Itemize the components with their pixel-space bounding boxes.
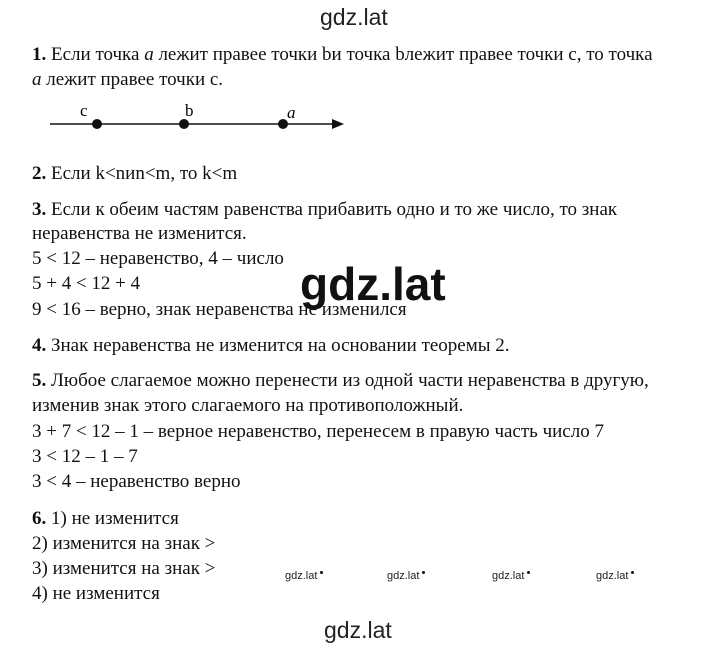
item-4-number: 4. <box>32 335 47 356</box>
label-c: c <box>80 101 88 120</box>
watermark-small-3-text: gdz.lat <box>492 570 525 582</box>
number-line <box>40 100 360 140</box>
label-a: a <box>287 103 296 122</box>
item-2-text: Если k<nиn<m, то k<m <box>46 163 238 184</box>
watermark-small-1-text: gdz.lat <box>285 570 318 582</box>
item-1-text-a: Если точка <box>46 44 145 65</box>
item-6-number: 6. <box>32 508 47 529</box>
item-1-text-c: лежит правее точки с. <box>41 69 224 90</box>
watermark-small-3 <box>492 570 530 582</box>
point-c <box>92 119 102 129</box>
item-1-var-a: a <box>144 44 154 65</box>
item-4-text: Знак неравенства не изменится на основании теоремы 2. <box>46 335 510 356</box>
watermark-small-2-text: gdz.lat <box>387 570 420 582</box>
number-line-arrowhead <box>332 119 344 129</box>
item-3-line-4: 5 + 4 < 12 + 4 <box>32 273 141 294</box>
item-3-line-5: 9 < 16 – верно, знак неравенства не изменился <box>32 299 407 320</box>
item-2 <box>32 162 237 186</box>
item-4 <box>32 334 510 358</box>
item-6-line-3: 3) изменится на знак > <box>32 558 216 579</box>
item-5-line-4: 3 < 12 – 1 – 7 <box>32 446 138 467</box>
item-1-text-b: лежит правее точки bи точка bлежит правее точки с, то точка <box>153 44 653 65</box>
item-1-var-a-2: a <box>32 69 42 90</box>
item-2-number: 2. <box>32 163 47 184</box>
watermark-small-2 <box>387 570 425 582</box>
item-6-text-1: 1) не изменится <box>46 508 179 529</box>
item-3-number: 3. <box>32 199 47 220</box>
item-6-line-4: 4) не изменится <box>32 583 160 604</box>
watermark-bottom: gdz.lat <box>324 617 392 643</box>
item-6-line-1 <box>32 507 179 531</box>
watermark-small-1 <box>285 570 323 582</box>
item-1-number: 1. <box>32 44 47 65</box>
item-5-line-5: 3 < 4 – неравенство верно <box>32 471 241 492</box>
watermark-small-4-text: gdz.lat <box>596 570 629 582</box>
item-5-line-2: изменив знак этого слагаемого на противоположный. <box>32 395 464 416</box>
watermark-small-4 <box>596 570 634 582</box>
item-5-number: 5. <box>32 370 47 391</box>
watermark-center: gdz.lat <box>300 258 446 310</box>
watermark-dot-icon <box>527 571 530 574</box>
label-b: b <box>185 101 194 120</box>
item-3-line-1 <box>32 198 617 222</box>
item-3-line-3: 5 < 12 – неравенство, 4 – число <box>32 248 284 269</box>
item-3-text-1: Если к обеим частям равенства прибавить одно и то же число, то знак <box>46 199 618 220</box>
item-5-line-1 <box>32 369 649 393</box>
item-1-line-2 <box>32 68 223 92</box>
item-3-line-2: неравенства не изменится. <box>32 223 247 244</box>
item-1-line-1 <box>32 43 653 67</box>
point-b <box>179 119 189 129</box>
watermark-dot-icon <box>320 571 323 574</box>
item-5-text-1: Любое слагаемое можно перенести из одной части неравенства в другую, <box>46 370 649 391</box>
watermark-dot-icon <box>422 571 425 574</box>
watermark-dot-icon <box>631 571 634 574</box>
item-5-line-3: 3 + 7 < 12 – 1 – верное неравенство, перенесем в правую часть число 7 <box>32 421 604 442</box>
item-6-line-2: 2) изменится на знак > <box>32 533 216 554</box>
watermark-top: gdz.lat <box>320 4 388 30</box>
